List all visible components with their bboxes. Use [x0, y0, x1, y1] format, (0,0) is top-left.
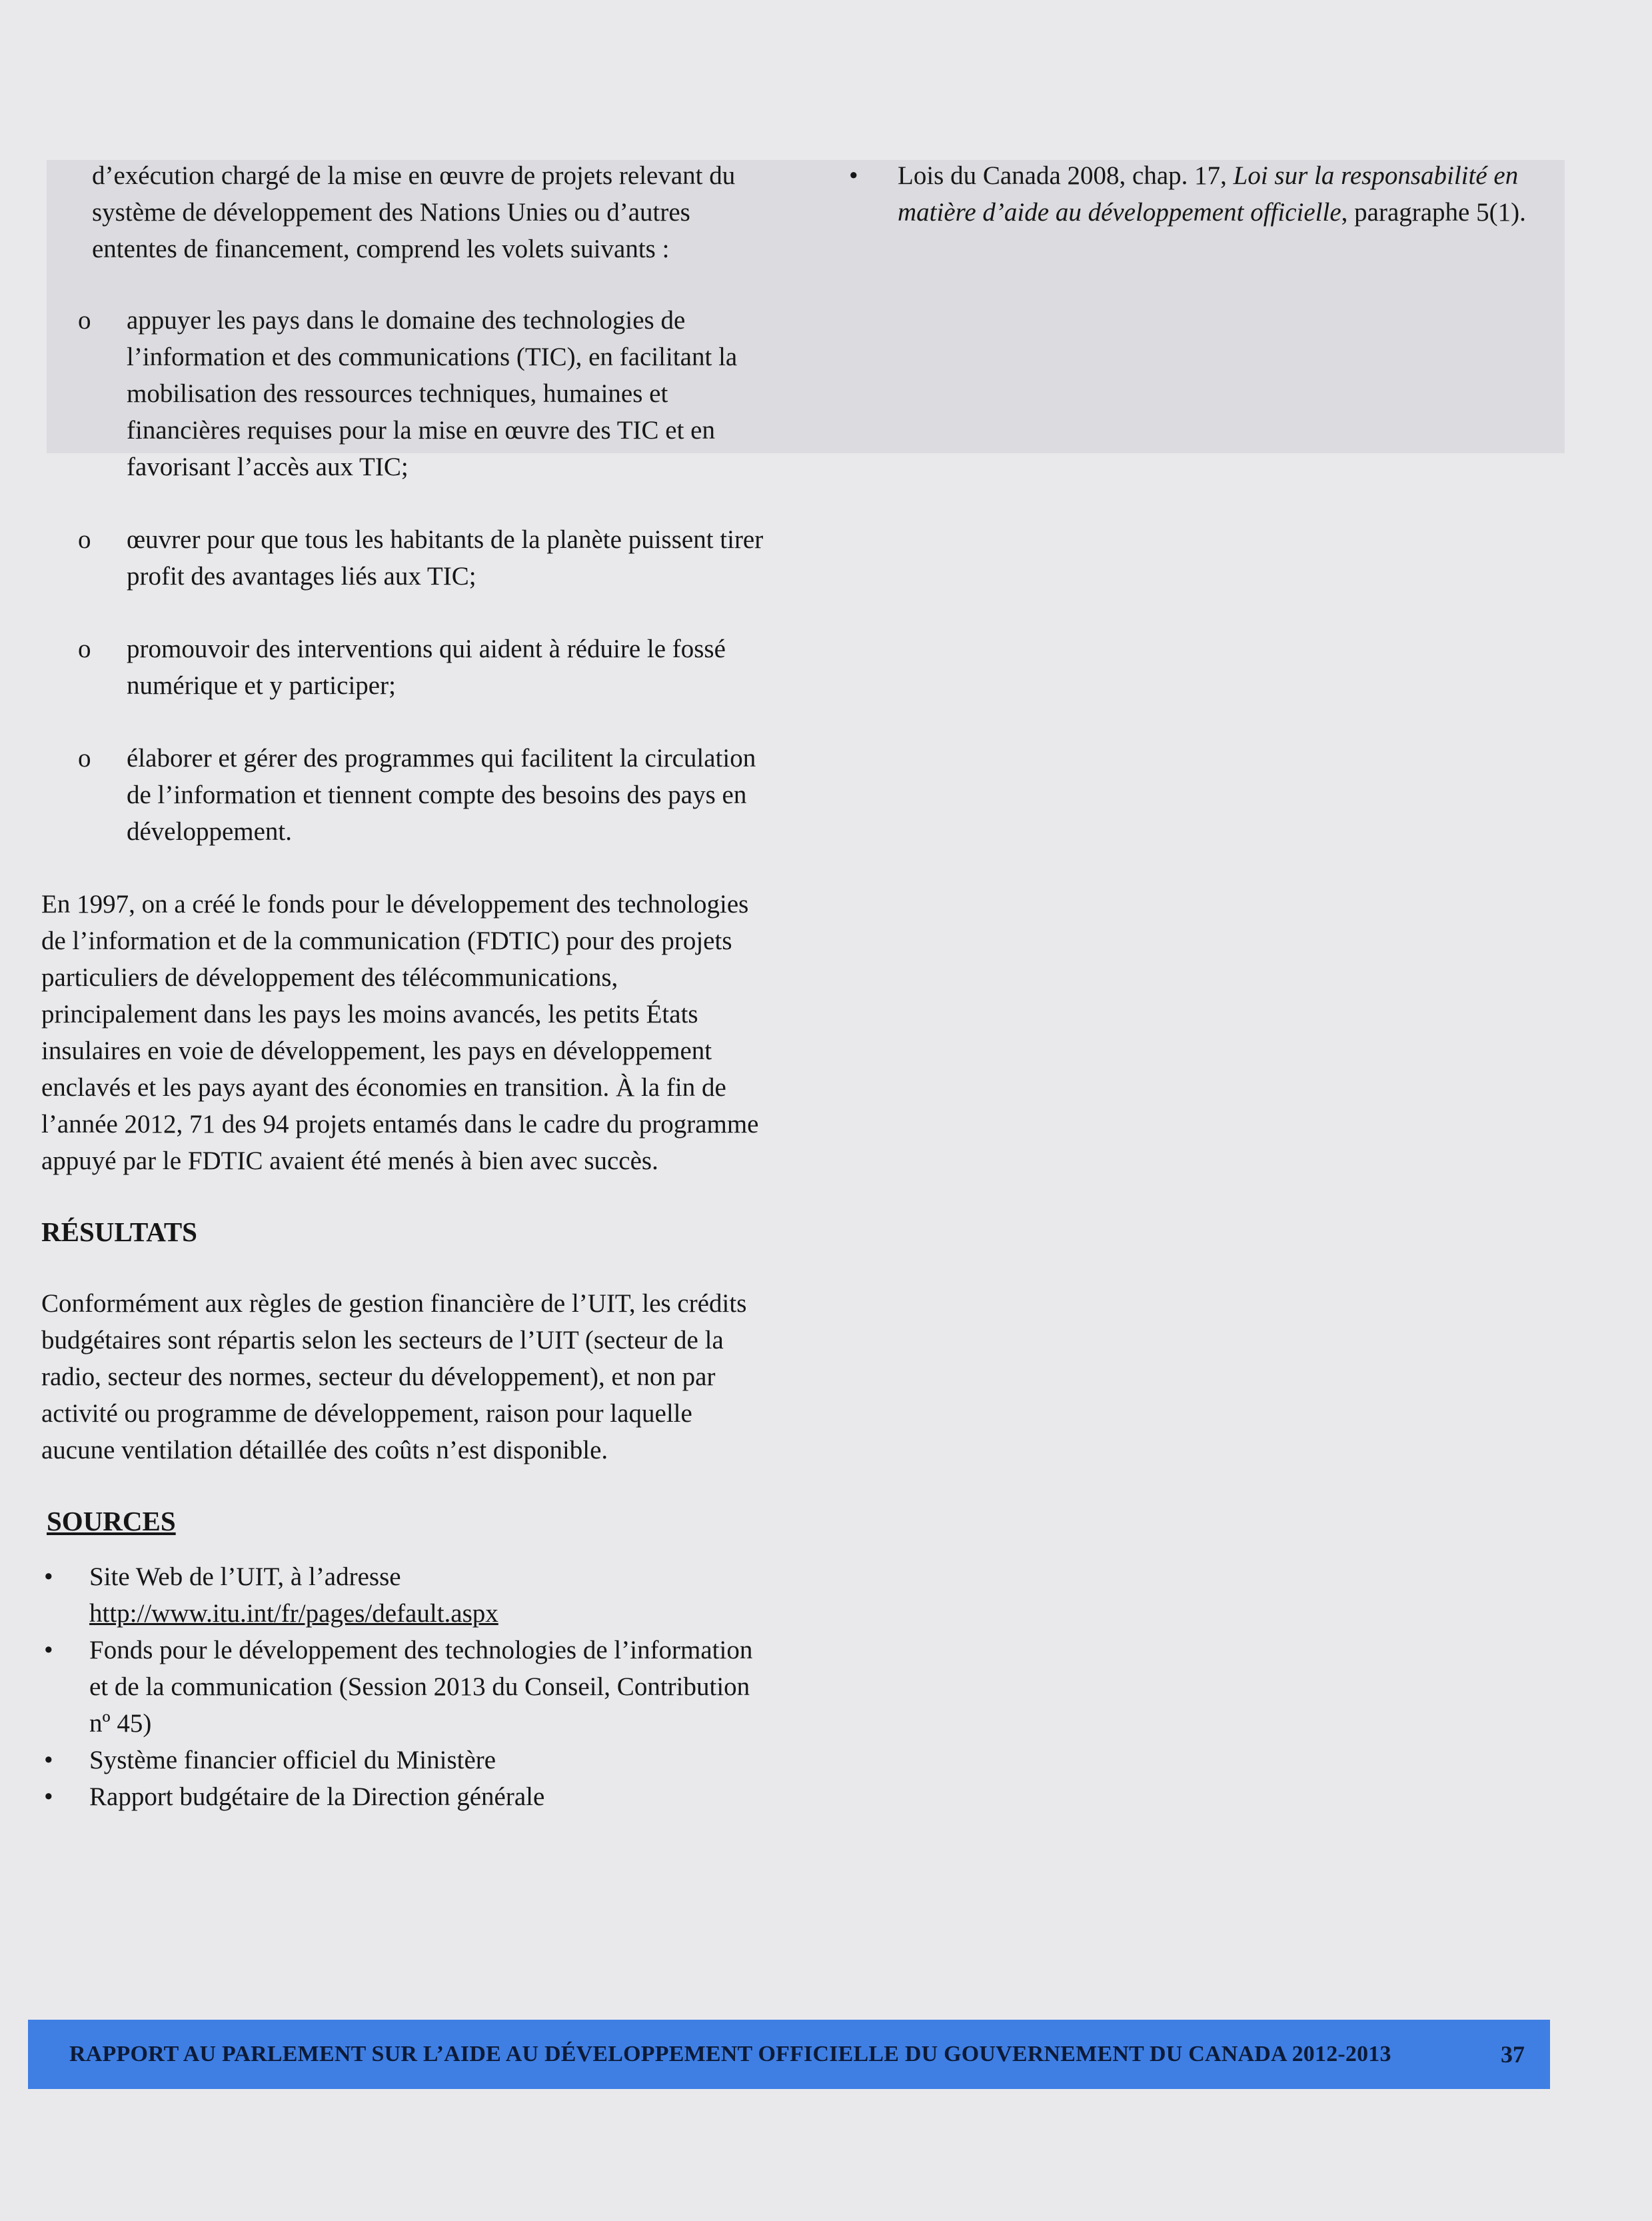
list-item-text: promouvoir des interventions qui aident à réduire le fossé numérique et y participer; [127, 635, 726, 700]
source-text: Fonds pour le développement des technologies de l’information et de la communication (Session 2013 du Conseil, Contribution nº 45) [89, 1636, 753, 1738]
list-item [41, 521, 768, 595]
list-item [41, 302, 768, 485]
list-item-text: œuvrer pour que tous les habitants de la planète puissent tirer profit des avantages liés aux TIC; [127, 525, 764, 591]
list-item [41, 1558, 768, 1632]
list-item-text: élaborer et gérer des programmes qui facilitent la circulation de l’information et tiennent compte des besoins des pays en développement. [127, 744, 756, 846]
list-item [41, 1632, 768, 1742]
list-item [841, 157, 1541, 231]
source-text: Site Web de l’UIT, à l’adresse [89, 1562, 401, 1591]
list-item-text: appuyer les pays dans le domaine des technologies de l’information et des communications (TIC), en facilitant la mobilisation des ressources techniques, humaines et financières requises pour la mise en œuvre des TIC et en favorisant l’accès aux TIC; [127, 306, 738, 481]
left-column [41, 157, 768, 1815]
fdtic-paragraph: En 1997, on a créé le fonds pour le développement des technologies de l’information et de la communication (FDTIC) pour des projets particuliers de développement des télécommunications, principalement dans les pays les moins avancés, les petits États insulaires en voie de développement, les pays en développement enclavés et les pays ayant des économies en transition. À la fin de l’année 2012, 71 des 94 projets entamés dans le cadre du programme appuyé par le FDTIC avaient été menés à bien avec succès. [41, 890, 759, 1175]
circle-bullet-icon: o [78, 744, 91, 773]
list-item [41, 1742, 768, 1778]
right-column [841, 157, 1541, 231]
source-link[interactable]: http://www.itu.int/fr/pages/default.aspx [89, 1599, 498, 1628]
circle-bullet-icon: o [78, 635, 91, 663]
list-item [41, 631, 768, 704]
source-text: Lois du Canada 2008, chap. 17, [898, 161, 1234, 190]
page-number: 37 [1501, 2041, 1525, 2068]
right-sources-list [841, 157, 1541, 231]
list-item [41, 740, 768, 850]
results-paragraph: Conformément aux règles de gestion financière de l’UIT, les crédits budgétaires sont répartis selon les secteurs de l’UIT (secteur de la radio, secteur des normes, secteur du développement), et non par activité ou programme de développement, raison pour laquelle aucune ventilation détaillée des coûts n’est disponible. [41, 1289, 747, 1464]
source-text-tail: , paragraphe 5(1). [1341, 198, 1526, 227]
results-heading: RÉSULTATS [41, 1216, 197, 1247]
bullet-icon: • [44, 1562, 53, 1591]
circle-bullet-icon: o [78, 306, 91, 335]
page-footer-bar [28, 2020, 1550, 2089]
bullet-icon: • [44, 1782, 53, 1811]
footer-title: RAPPORT AU PARLEMENT SUR L’AIDE AU DÉVELOPPEMENT OFFICIELLE DU GOUVERNEMENT DU CANADA 2012-2013 [69, 2042, 1391, 2066]
sources-list [41, 1558, 768, 1815]
bullet-icon: • [44, 1746, 53, 1774]
list-item [41, 1778, 768, 1815]
circle-bullet-icon: o [78, 525, 91, 554]
act-title: Loi sur la responsabilité en matière d’aide au développement officielle [898, 161, 1519, 227]
source-text: Système financier officiel du Ministère [89, 1746, 496, 1774]
objectives-list [41, 302, 768, 850]
intro-paragraph: d’exécution chargé de la mise en œuvre de projets relevant du système de développement des Nations Unies ou d’autres ententes de financement, comprend les volets suivants : [92, 161, 736, 263]
source-text: Rapport budgétaire de la Direction générale [89, 1782, 545, 1811]
bullet-icon: • [44, 1636, 53, 1664]
sources-heading: SOURCES [47, 1506, 176, 1536]
bullet-icon: • [849, 161, 858, 190]
